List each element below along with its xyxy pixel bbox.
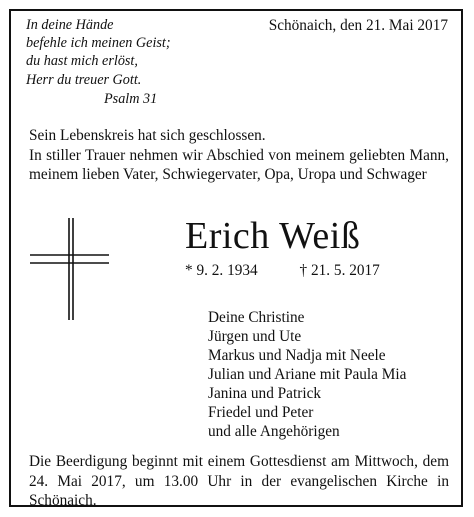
mourners-list <box>208 308 406 441</box>
mourner-line: Friedel und Peter <box>208 404 314 421</box>
life-dates <box>185 262 380 280</box>
mourner-line: Janina und Patrick <box>208 385 322 402</box>
intro-text <box>29 126 449 185</box>
psalm-line: du hast mich erlöst, <box>26 53 138 70</box>
mourner-line: Jürgen und Ute <box>208 328 302 345</box>
mourner-line: und alle Angehörigen <box>208 423 340 440</box>
death-date: † 21. 5. 2017 <box>299 262 380 279</box>
intro-line-2: In stiller Trauer nehmen wir Abschied von meinem geliebten Mann, meinem lieben Vater, Schwiegervater, Opa, Uropa und Schwager <box>29 146 449 183</box>
mourner-line: Deine Christine <box>208 309 305 326</box>
psalm-line: In deine Hände <box>26 17 114 33</box>
psalm-reference: Psalm 31 <box>104 90 158 107</box>
psalm-line: befehle ich meinen Geist; <box>26 35 171 52</box>
funeral-info: Die Beerdigung beginnt mit einem Gottesdienst am Mittwoch, dem 24. Mai 2017, um 13.00 Uhr in der evangelischen Kirche in Schönaich. <box>29 453 449 509</box>
mourner-line: Julian und Ariane mit Paula Mia <box>208 366 407 383</box>
place-date: Schönaich, den 21. Mai 2017 <box>268 17 448 34</box>
birth-date: * 9. 2. 1934 <box>185 262 258 279</box>
psalm-quote <box>26 16 171 108</box>
deceased-name: Erich Weiß <box>185 215 361 257</box>
intro-line-1: Sein Lebenskreis hat sich geschlossen. <box>29 127 266 144</box>
psalm-line: Herr du treuer Gott. <box>26 71 142 88</box>
mourner-line: Markus und Nadja mit Neele <box>208 347 386 364</box>
cross-icon <box>27 218 117 488</box>
